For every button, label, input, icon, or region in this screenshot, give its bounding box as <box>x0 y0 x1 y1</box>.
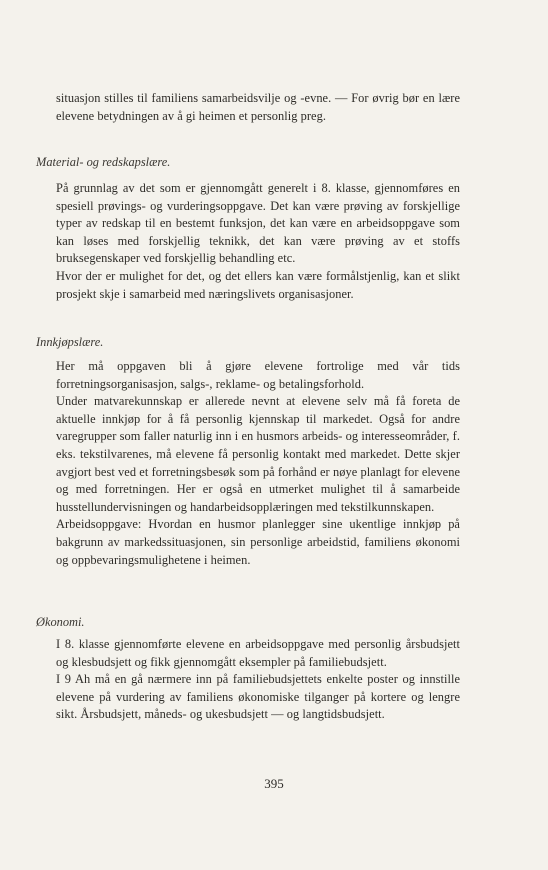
section-heading-innkjop: Innkjøpslære. <box>36 335 104 349</box>
section-heading-material: Material- og redskapslære. <box>36 155 171 169</box>
intro-paragraph: situasjon stilles til familiens samarbeidsvilje og -evne. — For øvrig bør en lære elevene betydningen av å gi heimen et personlig preg. <box>56 91 460 123</box>
intro-block <box>56 90 460 125</box>
paragraph: Under matvarekunnskap er allerede nevnt at elevene selv må få foreta de aktuelle innkjøp for å få personlig kjennskap til markedet. Også for andre varegrupper som faller naturlig inn i en husmors arbeids- og interesseområder, f. eks. tekstilvarenes, må elevene få personlig kontakt med markedet. Dette skjer avgjort best ved et forretningsbesøk som på forhånd er nøye planlagt for elevene og med forretningen. Her er også en utmerket mulighet til å samarbeide husstellundervisningen og handarbeidsopplæringen med tekstilkunnskapen. <box>56 394 460 514</box>
paragraph: I 9 Ah må en gå nærmere inn på familiebudsjettets enkelte poster og innstille elevene på vurdering av familiens økonomiske tilganger på kortere og lengre sikt. Årsbudsjett, måneds- og ukesbudsjett — og langtidsbudsjett. <box>56 672 460 722</box>
section-okonomi-body <box>56 636 460 724</box>
page-number: 395 <box>264 776 284 791</box>
paragraph: Arbeidsoppgave: Hvordan en husmor planlegger sine ukentlige innkjøp på bakgrunn av markedssituasjonen, sin personlige arbeidstid, familiens økonomi og oppbevaringsmulighetene i heimen. <box>56 517 460 567</box>
section-innkjop-body <box>56 358 460 569</box>
paragraph: Hvor der er mulighet for det, og det ellers kan være formålstjenlig, kan et slikt prosjekt skje i samarbeid med næringslivets organisasjoner. <box>56 268 460 301</box>
paragraph: Her må oppgaven bli å gjøre elevene fortrolige med vår tids forretningsorganisasjon, salgs-, reklame- og betalingsforhold. <box>56 359 460 391</box>
section-material-body <box>56 180 460 303</box>
paragraph: På grunnlag av det som er gjennomgått generelt i 8. klasse, gjennomføres en spesiell prøvings- og vurderingsoppgave. Det kan være prøving av forskjellige typer av redskap til en bestemt funksjon, det kan være en arbeidsoppgave som kan løses med forskjellig teknikk, det kan være prøving av et stoffs bruksegenskaper ved forskjellig behandling etc. <box>56 181 460 266</box>
paragraph: I 8. klasse gjennomførte elevene en arbeidsoppgave med personlig årsbudsjett og klesbudsjett og fikk gjennomgått eksempler på familiebudsjett. <box>56 637 460 669</box>
section-heading-okonomi: Økonomi. <box>36 615 85 629</box>
